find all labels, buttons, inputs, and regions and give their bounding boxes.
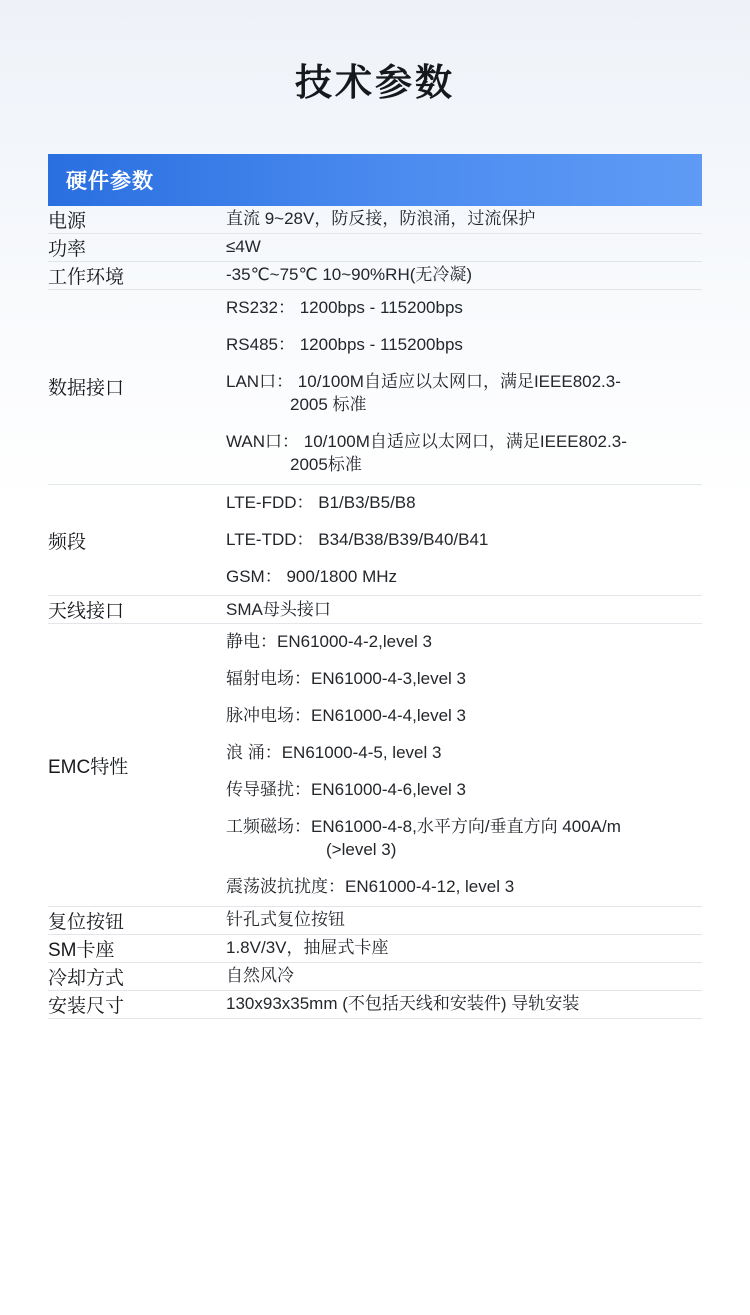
value-item (226, 869, 702, 906)
value-item (226, 772, 702, 809)
value-list (226, 485, 702, 596)
value-list (226, 290, 702, 484)
value-text: 静电：EN61000-4-2,level 3 (226, 632, 432, 652)
value-item (226, 327, 702, 364)
row-value: 130x93x35mm (不包括天线和安装件) 导轨安装 (226, 994, 580, 1014)
value-text: 传导骚扰：EN61000-4-6,level 3 (226, 780, 466, 800)
value-list (226, 624, 702, 906)
value-text: 工频磁场：EN61000-4-8,水平方向/垂直方向 400A/m (226, 817, 621, 837)
value-item (226, 809, 702, 869)
value-text: 震荡波抗扰度：EN61000-4-12, level 3 (226, 877, 515, 896)
value-text: 辐射电场：EN61000-4-3,level 3 (226, 669, 466, 689)
table-row (48, 990, 702, 1018)
table-row (48, 934, 702, 962)
row-value-group (226, 624, 702, 907)
spec-table (48, 206, 702, 1019)
value-item (226, 661, 702, 698)
value-text: RS485： 1200bps - 115200bps (226, 334, 463, 354)
value-text-continued: 2005 标准 (290, 394, 367, 414)
spec-table-wrapper (48, 154, 702, 1019)
value-item (226, 485, 702, 522)
row-label: 频段 (48, 531, 87, 553)
value-text: 浪 涌：EN61000-4-5, level 3 (226, 743, 442, 763)
value-item (226, 698, 702, 735)
table-row (48, 290, 702, 485)
row-label: 电源 (48, 211, 87, 232)
value-text: WAN口： 10/100M自适应以太网口，满足IEEE802.3- (226, 431, 627, 451)
row-value: 1.8V/3V，抽屉式卡座 (226, 938, 389, 958)
value-text: LAN口： 10/100M自适应以太网口，满足IEEE802.3- (226, 371, 621, 391)
table-row (48, 962, 702, 990)
row-value: -35℃~75℃ 10~90%RH(无冷凝) (226, 265, 473, 285)
value-item (226, 364, 702, 424)
row-label: SM卡座 (48, 939, 115, 961)
row-label: 天线接口 (48, 601, 125, 623)
value-item (226, 522, 702, 559)
page-title: 技术参数 (295, 62, 455, 103)
value-text-continued: (>level 3) (326, 840, 397, 860)
value-item (226, 624, 702, 661)
spec-table-body (48, 206, 702, 1018)
row-value: ≤4W (226, 237, 261, 257)
row-label: 工作环境 (48, 267, 125, 288)
table-row (48, 206, 702, 234)
table-row (48, 906, 702, 934)
section-header-hardware: 硬件参数 (48, 154, 702, 206)
value-item (226, 290, 702, 327)
table-row (48, 624, 702, 907)
value-text: 脉冲电场：EN61000-4-4,level 3 (226, 706, 466, 726)
value-text-continued: 2005标准 (290, 454, 362, 474)
value-item (226, 559, 702, 596)
row-label: 冷却方式 (48, 967, 125, 989)
row-value: 针孔式复位按钮 (226, 910, 345, 930)
row-value-group (226, 484, 702, 596)
row-label: 安装尺寸 (48, 995, 125, 1017)
table-row (48, 262, 702, 290)
value-item (226, 735, 702, 772)
value-text: LTE-FDD： B1/B3/B5/B8 (226, 492, 416, 512)
table-row (48, 484, 702, 596)
value-text: LTE-TDD： B34/B38/B39/B40/B41 (226, 529, 489, 549)
table-row (48, 596, 702, 624)
value-text: GSM： 900/1800 MHz (226, 566, 398, 586)
row-value-group (226, 290, 702, 485)
value-item (226, 424, 702, 484)
row-value: 自然风冷 (226, 966, 294, 986)
table-row (48, 234, 702, 262)
row-value: 直流 9~28V，防反接，防浪涌，过流保护 (226, 209, 536, 229)
row-value: SMA母头接口 (226, 599, 331, 619)
value-text: RS232： 1200bps - 115200bps (226, 298, 463, 317)
row-label: 功率 (48, 239, 87, 260)
row-label: EMC特性 (48, 756, 129, 778)
row-label: 复位按钮 (48, 911, 125, 933)
row-label: 数据接口 (48, 378, 125, 400)
